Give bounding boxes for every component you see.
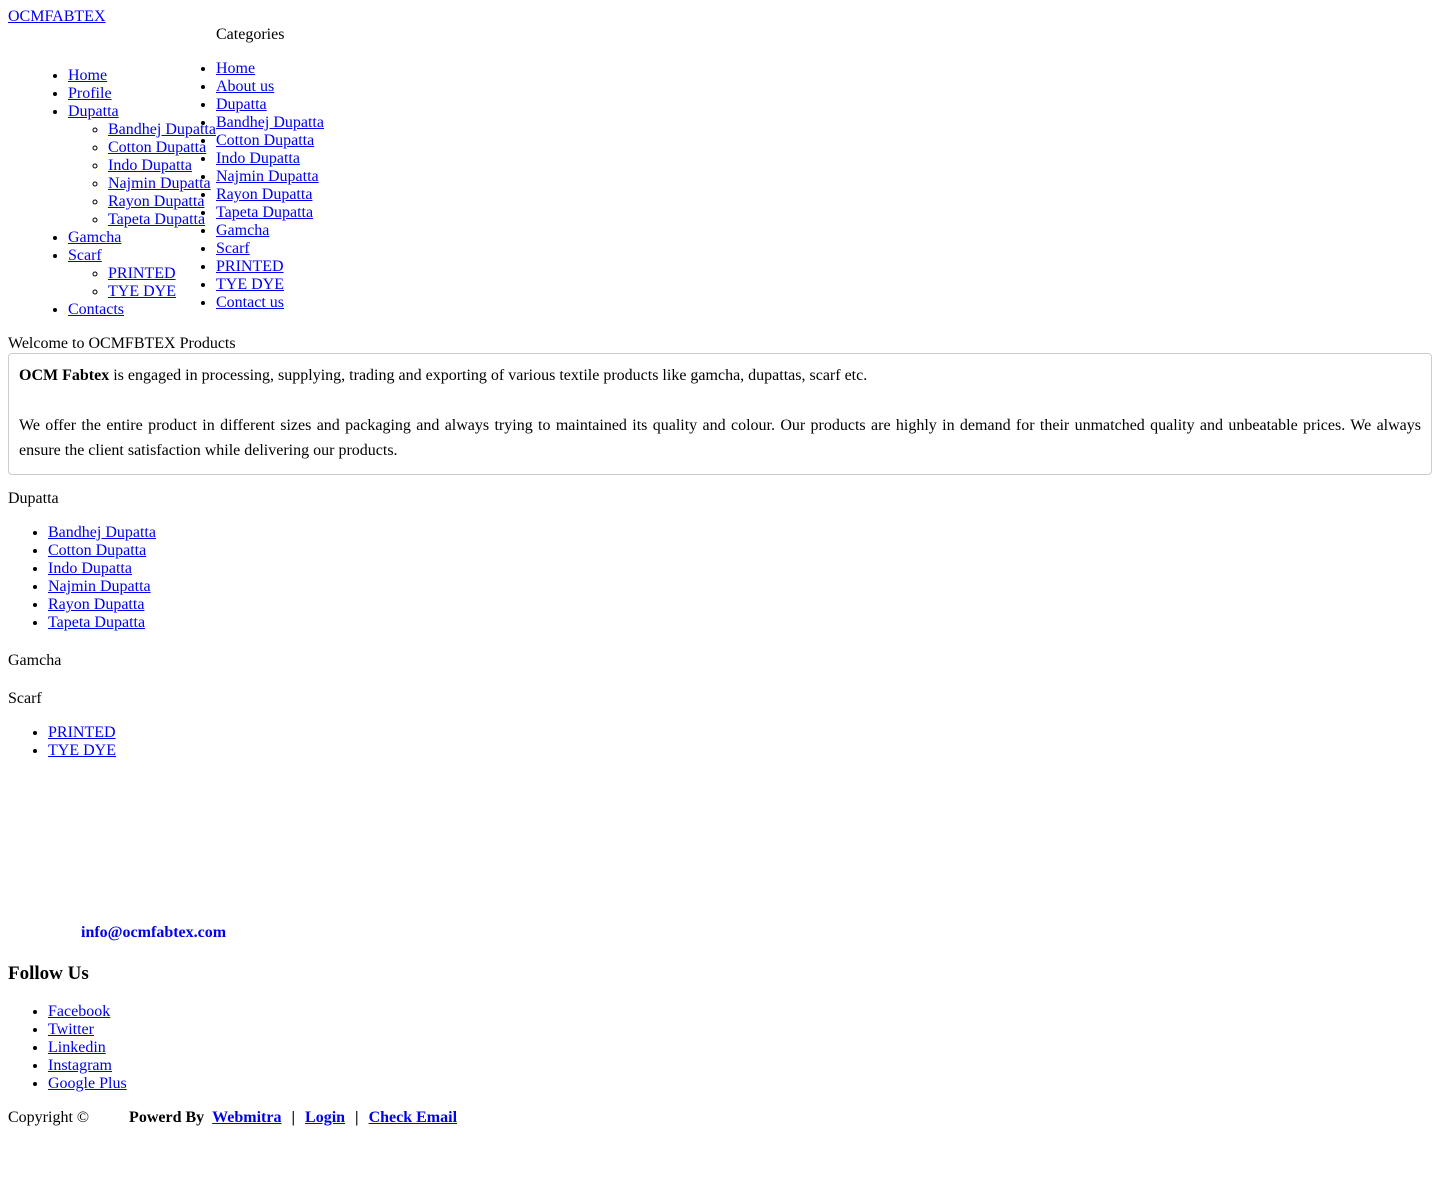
- nav-link-printed[interactable]: PRINTED: [108, 265, 176, 282]
- list-item: [48, 1003, 127, 1021]
- category-link-najmin-dupatta[interactable]: Najmin Dupatta: [216, 168, 319, 185]
- category-link-printed[interactable]: PRINTED: [216, 258, 284, 275]
- about-box: [8, 353, 1432, 475]
- category-item: [216, 78, 456, 96]
- nav-link-tye-dye[interactable]: TYE DYE: [108, 283, 176, 300]
- product-link-rayon-dupatta[interactable]: Rayon Dupatta: [48, 596, 145, 613]
- category-link-scarf[interactable]: Scarf: [216, 240, 250, 257]
- section-title-gamcha: Gamcha: [8, 652, 62, 669]
- categories-panel: [216, 26, 456, 312]
- product-link-bandhej-dupatta[interactable]: Bandhej Dupatta: [48, 524, 156, 541]
- list-item: [48, 1039, 127, 1057]
- category-item: [216, 132, 456, 150]
- nav-link-contacts[interactable]: Contacts: [68, 301, 124, 318]
- dupatta-list: [8, 524, 156, 632]
- logo-link[interactable]: [8, 8, 106, 26]
- nav-item-home: [68, 67, 216, 85]
- copyright-text: Copyright ©: [8, 1109, 90, 1126]
- nav-link-rayon-dupatta[interactable]: Rayon Dupatta: [108, 193, 205, 210]
- separator: |: [291, 1109, 296, 1126]
- product-link-tapeta-dupatta[interactable]: Tapeta Dupatta: [48, 614, 146, 631]
- nav-submenu-scarf: [68, 265, 216, 301]
- about-paragraph-1-text: is engaged in processing, supplying, trading and exporting of various textile products like gamcha, dupattas, scarf etc.: [109, 367, 868, 384]
- social-links: [8, 1003, 127, 1093]
- list-item: [48, 560, 156, 578]
- main-nav: [8, 67, 216, 319]
- nav-link-cotton-dupatta[interactable]: Cotton Dupatta: [108, 139, 207, 156]
- list-item: [48, 614, 156, 632]
- social-link-linkedin[interactable]: Linkedin: [48, 1039, 106, 1056]
- main-nav-list: [8, 67, 216, 319]
- nav-item-dupatta: [68, 103, 216, 229]
- separator: |: [355, 1109, 359, 1126]
- product-link-indo-dupatta[interactable]: Indo Dupatta: [48, 560, 132, 577]
- follow-us-title: Follow Us: [8, 963, 89, 984]
- product-link-cotton-dupatta[interactable]: Cotton Dupatta: [48, 542, 147, 559]
- paragraph-spacer: [19, 388, 1421, 413]
- list-item: [48, 596, 156, 614]
- nav-link-tapeta-dupatta[interactable]: Tapeta Dupatta: [108, 211, 206, 228]
- scarf-list: [8, 724, 116, 760]
- category-item: [216, 96, 456, 114]
- category-link-contact-us[interactable]: Contact us: [216, 294, 284, 311]
- brand-name: OCM Fabtex: [19, 367, 110, 384]
- categories-list: [216, 60, 456, 312]
- about-paragraph-1: [19, 363, 1421, 388]
- nav-link-scarf[interactable]: Scarf: [68, 247, 102, 264]
- category-item: [216, 258, 456, 276]
- section-title-dupatta: Dupatta: [8, 490, 59, 507]
- nav-link-profile[interactable]: Profile: [68, 85, 112, 102]
- list-item: [48, 742, 116, 760]
- about-paragraph-2: We offer the entire product in different sizes and packaging and always trying to maintained its quality and colour. Our products are highly in demand for their unmatched quality and unbeatable prices. We always ensure the client satisfaction while delivering our products.: [19, 417, 1421, 459]
- category-item: [216, 186, 456, 204]
- category-item: [216, 294, 456, 312]
- list-item: [48, 578, 156, 596]
- list-item: [48, 542, 156, 560]
- category-item: [216, 60, 456, 78]
- list-item: [48, 524, 156, 542]
- social-link-facebook[interactable]: Facebook: [48, 1003, 111, 1020]
- category-link-tye-dye[interactable]: TYE DYE: [216, 276, 284, 293]
- categories-title: Categories: [216, 26, 285, 43]
- product-link-tye-dye[interactable]: TYE DYE: [48, 742, 116, 759]
- nav-item-gamcha: [68, 229, 216, 247]
- category-link-indo-dupatta[interactable]: Indo Dupatta: [216, 150, 300, 167]
- copyright-bar: [8, 1109, 457, 1127]
- nav-submenu-dupatta: [68, 121, 216, 229]
- social-link-google-plus[interactable]: Google Plus: [48, 1075, 127, 1092]
- category-item: [216, 168, 456, 186]
- webmitra-link[interactable]: Webmitra: [212, 1109, 282, 1126]
- category-link-home[interactable]: Home: [216, 60, 256, 77]
- section-title-scarf: Scarf: [8, 690, 42, 707]
- nav-link-dupatta[interactable]: Dupatta: [68, 103, 119, 120]
- login-link[interactable]: Login: [305, 1109, 346, 1126]
- nav-link-bandhej-dupatta[interactable]: Bandhej Dupatta: [108, 121, 216, 138]
- email-link[interactable]: info@ocmfabtex.com: [81, 924, 227, 941]
- welcome-title: Welcome to OCMFBTEX Products: [8, 335, 236, 352]
- category-link-gamcha[interactable]: Gamcha: [216, 222, 270, 239]
- product-link-najmin-dupatta[interactable]: Najmin Dupatta: [48, 578, 151, 595]
- category-link-cotton-dupatta[interactable]: Cotton Dupatta: [216, 132, 315, 149]
- scarf-product-list: [8, 724, 116, 760]
- nav-link-home[interactable]: Home: [68, 67, 108, 84]
- nav-link-najmin-dupatta[interactable]: Najmin Dupatta: [108, 175, 211, 192]
- category-link-bandhej-dupatta[interactable]: Bandhej Dupatta: [216, 114, 324, 131]
- list-item: [48, 1021, 127, 1039]
- category-item: [216, 150, 456, 168]
- category-item: [216, 114, 456, 132]
- nav-link-indo-dupatta[interactable]: Indo Dupatta: [108, 157, 192, 174]
- social-link-instagram[interactable]: Instagram: [48, 1057, 112, 1074]
- category-link-dupatta[interactable]: Dupatta: [216, 96, 267, 113]
- category-item: [216, 222, 456, 240]
- category-link-tapeta-dupatta[interactable]: Tapeta Dupatta: [216, 204, 314, 221]
- logo-alt-text: OCMFABTEX: [8, 8, 106, 25]
- product-link-printed[interactable]: PRINTED: [48, 724, 116, 741]
- powered-by-label: Powerd By: [129, 1109, 205, 1126]
- check-email-link[interactable]: Check Email: [368, 1109, 458, 1126]
- social-link-twitter[interactable]: Twitter: [48, 1021, 94, 1038]
- category-item: [216, 276, 456, 294]
- nav-link-gamcha[interactable]: Gamcha: [68, 229, 122, 246]
- category-item: [216, 240, 456, 258]
- category-link-rayon-dupatta[interactable]: Rayon Dupatta: [216, 186, 313, 203]
- nav-item-scarf: [68, 247, 216, 301]
- nav-item-profile: [68, 85, 216, 103]
- list-item: [48, 1075, 127, 1093]
- social-list: [8, 1003, 127, 1093]
- category-link-about-us[interactable]: About us: [216, 78, 275, 95]
- dupatta-product-list: [8, 524, 156, 632]
- category-item: [216, 204, 456, 222]
- list-item: [48, 1057, 127, 1075]
- nav-item-contacts: [68, 301, 216, 319]
- list-item: [48, 724, 116, 742]
